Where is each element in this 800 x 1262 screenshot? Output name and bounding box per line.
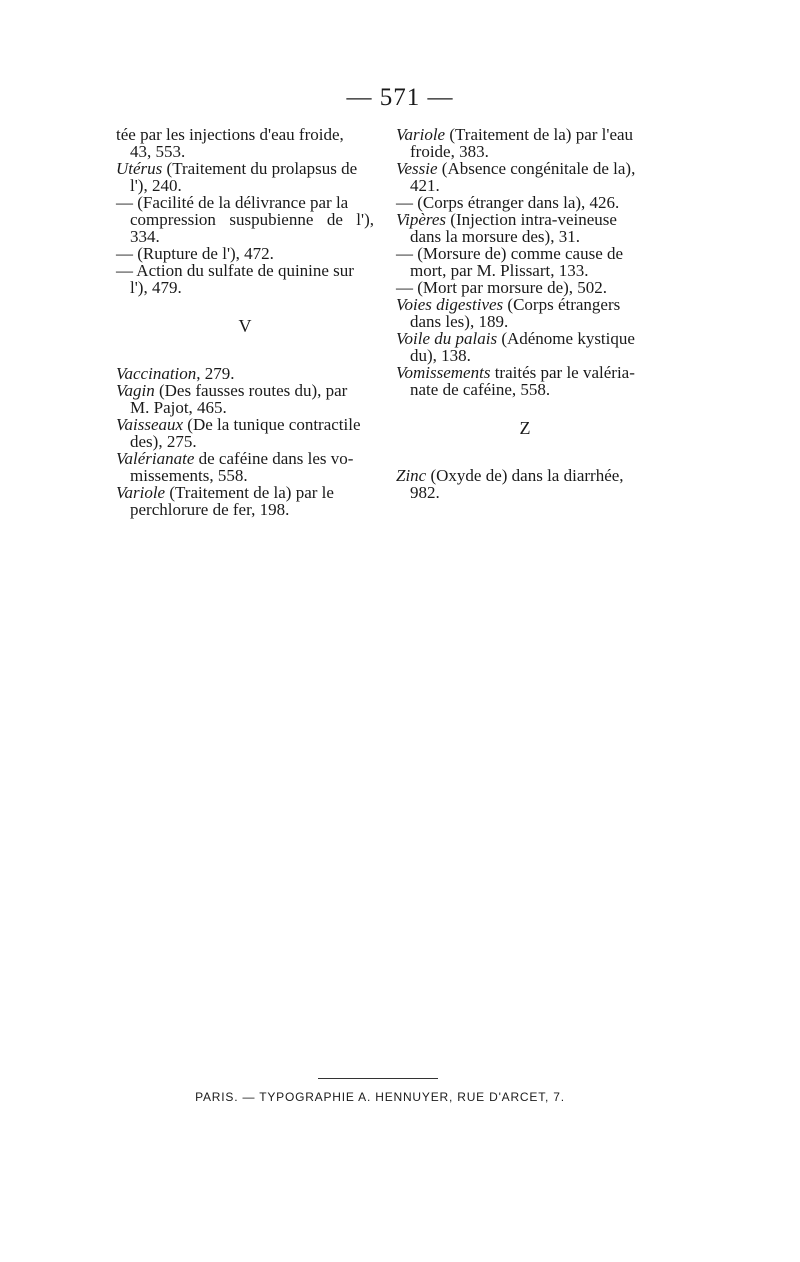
- index-column-right: [396, 126, 654, 501]
- index-entry: [116, 450, 374, 484]
- index-entry: [396, 467, 654, 501]
- index-entry-text: — Action du sulfate de quinine sur: [116, 261, 354, 280]
- index-term: Vagin: [116, 381, 155, 400]
- index-entry-continuation: compression suspubienne de l'), 334.: [130, 210, 374, 246]
- index-entry-continuation: l'), 240.: [130, 176, 182, 195]
- page-number: — 571 —: [346, 84, 454, 111]
- index-term: Vomissements: [396, 363, 491, 382]
- printer-imprint: PARIS. — TYPOGRAPHIE A. HENNUYER, RUE D'ARCET, 7.: [195, 1090, 565, 1104]
- index-entry-continuation: froide, 383.: [410, 142, 489, 161]
- index-entry-text: (Oxyde de) dans la diarrhée,: [426, 466, 624, 485]
- index-entry-continuation: 982.: [410, 483, 440, 502]
- index-entry-text: — (Corps étranger dans la), 426.: [396, 193, 620, 212]
- index-entry-text: (Des fausses routes du), par: [154, 381, 348, 400]
- index-entry: [116, 126, 374, 160]
- index-term: Zinc: [396, 466, 427, 485]
- index-entry: [396, 279, 654, 296]
- section-letter-z: Z: [519, 418, 531, 438]
- index-entry: [396, 330, 654, 364]
- entries-v-continued: [396, 126, 654, 398]
- index-entry: [116, 365, 374, 382]
- index-entry-text: de caféine dans les vo-: [194, 449, 354, 468]
- index-entry: [396, 211, 654, 245]
- index-term: Vaisseaux: [116, 415, 184, 434]
- entries-v: [116, 365, 374, 518]
- index-entry: [396, 296, 654, 330]
- index-entry-continuation: 421.: [410, 176, 440, 195]
- index-entry-continuation: 43, 553.: [130, 142, 186, 161]
- entries-u: [116, 126, 374, 296]
- footer-rule: [318, 1078, 438, 1079]
- index-entry-text: (Corps étrangers: [503, 295, 621, 314]
- index-entry-text: (Injection intra-veineuse: [446, 210, 617, 229]
- index-entry: [396, 245, 654, 279]
- index-entry-continuation: missements, 558.: [130, 466, 248, 485]
- index-entry: [396, 160, 654, 194]
- index-term: Variole: [396, 125, 446, 144]
- index-entry: [116, 245, 374, 262]
- index-entry: [396, 364, 654, 398]
- index-entry: [116, 262, 374, 296]
- index-term: Vessie: [396, 159, 438, 178]
- index-entry-continuation: dans la morsure des), 31.: [410, 227, 580, 246]
- index-term: Vipères: [396, 210, 447, 229]
- index-entry-continuation: dans les), 189.: [410, 312, 509, 331]
- section-letter-v: V: [238, 316, 252, 336]
- index-entry-text: , 279.: [196, 364, 235, 383]
- index-entry-continuation: des), 275.: [130, 432, 197, 451]
- index-entry-text: (Absence congénitale de la),: [437, 159, 636, 178]
- index-entry-text: — (Mort par morsure de), 502.: [396, 278, 608, 297]
- index-entry-continuation: perchlorure de fer, 198.: [130, 500, 290, 519]
- index-entry-text: (Traitement de la) par le: [165, 483, 334, 502]
- index-entry: [396, 194, 654, 211]
- index-entry: [116, 194, 374, 245]
- entries-z: [396, 467, 654, 501]
- index-entry: [396, 126, 654, 160]
- index-term: Valérianate: [116, 449, 195, 468]
- index-entry-continuation: mort, par M. Plissart, 133.: [410, 261, 589, 280]
- index-column-left: [116, 126, 374, 518]
- index-entry: [116, 382, 374, 416]
- index-entry: [116, 484, 374, 518]
- index-entry-continuation: nate de caféine, 558.: [410, 380, 551, 399]
- index-term: Vaccination: [116, 364, 197, 383]
- index-entry-continuation: du), 138.: [410, 346, 471, 365]
- index-entry-continuation: M. Pajot, 465.: [130, 398, 227, 417]
- index-term: Voile du palais: [396, 329, 498, 348]
- index-term: Variole: [116, 483, 166, 502]
- index-term: Utérus: [116, 159, 163, 178]
- index-entry: [116, 416, 374, 450]
- index-entry: [116, 160, 374, 194]
- index-entry-text: — (Morsure de) comme cause de: [396, 244, 624, 263]
- index-entry-text: traités par le valéria-: [490, 363, 635, 382]
- index-entry-text: — (Facilité de la délivrance par la: [116, 193, 349, 212]
- index-term: Voies digestives: [396, 295, 504, 314]
- index-entry-text: (Adénome kystique: [497, 329, 635, 348]
- index-entry-text: (De la tunique contractile: [183, 415, 361, 434]
- index-entry-continuation: l'), 479.: [130, 278, 182, 297]
- index-entry-text: — (Rupture de l'), 472.: [116, 244, 274, 263]
- index-entry-text: (Traitement de la) par l'eau: [445, 125, 634, 144]
- index-entry-text: (Traitement du prolapsus de: [162, 159, 358, 178]
- index-entry-text: tée par les injections d'eau froide,: [116, 125, 344, 144]
